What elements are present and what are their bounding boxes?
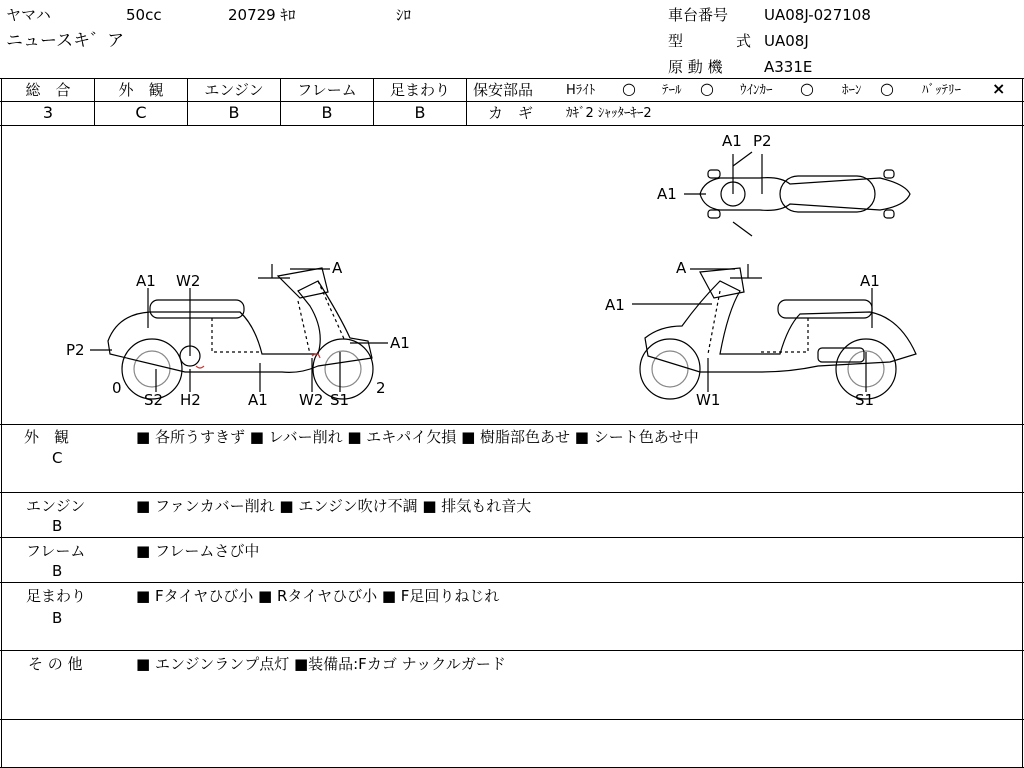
label-two: 2: [376, 379, 386, 397]
engine-grade-label: エンジン: [204, 81, 264, 99]
label-zero: 0: [112, 379, 122, 397]
note-other-text: ■ エンジンランプ点灯 ■装備品:Fカゴ ナックルガード: [136, 655, 506, 673]
divider: [0, 78, 1024, 79]
safety-item-headlight: Hﾗｲﾄ: [566, 83, 596, 98]
note-frame-grade: B: [52, 562, 63, 580]
safety-item-winker: ｳｲﾝｶｰ: [740, 83, 773, 98]
model-name: ニュースキ゛ア: [6, 31, 125, 51]
safety-item-horn: ﾎｰﾝ: [842, 83, 862, 98]
type-label: 型: [668, 32, 684, 50]
exterior-value: C: [135, 103, 147, 122]
safety-mark-battery: ×: [992, 79, 1006, 98]
frame-grade-value: B: [321, 103, 333, 122]
divider: [0, 650, 1024, 651]
safety-mark-headlight: ○: [622, 79, 636, 98]
muffler: [818, 348, 864, 362]
note-suspension-category: 足まわり: [26, 587, 87, 605]
scooter-right-side: [605, 259, 916, 409]
divider: [0, 101, 1024, 102]
safety-item-tail: ﾃｰﾙ: [662, 83, 682, 98]
divider: [0, 537, 1024, 538]
exterior-label: 外 観: [118, 81, 164, 99]
mileage: 20729 ｷﾛ: [228, 6, 296, 24]
scooter-top-view: [657, 132, 910, 236]
engine-grade-value: B: [228, 103, 240, 122]
label-w2: W2: [176, 272, 201, 290]
note-frame-text: ■ フレームさび中: [136, 542, 260, 560]
label-p2: P2: [753, 132, 772, 150]
label-p2: P2: [66, 341, 85, 359]
divider: [0, 492, 1024, 493]
note-exterior-text: ■ 各所うすきず ■ レバー削れ ■ エキパイ欠損 ■ 樹脂部色あせ ■ シート色あせ中: [136, 428, 699, 446]
handlebar-cover: [700, 268, 744, 298]
label-a1: A1: [605, 296, 625, 314]
label-a: A: [676, 259, 687, 277]
note-other-category: そ の 他: [28, 655, 83, 673]
safety-item-battery: ﾊﾞｯﾃﾘｰ: [922, 83, 961, 98]
label-a1: A1: [248, 391, 268, 409]
scooter-left-side: [66, 259, 410, 409]
label-a: A: [332, 259, 343, 277]
displacement: 50cc: [126, 6, 162, 24]
frame-grade-label: フレーム: [297, 81, 357, 99]
divider: [0, 424, 1024, 425]
note-frame-category: フレーム: [26, 542, 86, 560]
note-engine-category: エンジン: [26, 497, 86, 515]
frame-no-label: 車台番号: [668, 6, 729, 24]
body-color: ｼﾛ: [396, 6, 412, 24]
suspension-grade-label: 足まわり: [389, 81, 450, 99]
body-outline: [645, 281, 916, 372]
label-s2: S2: [144, 391, 164, 409]
safety-label: 保安部品: [473, 81, 534, 99]
label-w2: W2: [299, 391, 324, 409]
key-value: ｶｷﾞ2 ｼｬｯﾀｰｷｰ2: [566, 106, 652, 121]
note-suspension-grade: B: [52, 609, 63, 627]
engine-label: 原 動 機: [668, 58, 723, 76]
overall-value: 3: [42, 103, 54, 122]
safety-mark-horn: ○: [880, 79, 894, 98]
note-engine-grade: B: [52, 517, 63, 535]
engine-value: A331E: [764, 58, 813, 76]
label-s1: S1: [855, 391, 875, 409]
suspension-grade-value: B: [414, 103, 426, 122]
label-a1: A1: [657, 185, 677, 203]
note-exterior-category: 外 観: [24, 428, 70, 446]
safety-mark-tail: ○: [700, 79, 714, 98]
label-a1: A1: [860, 272, 880, 290]
label-h2: H2: [180, 391, 201, 409]
divider: [0, 582, 1024, 583]
maker: ヤマハ: [6, 6, 51, 24]
front-wheel: [313, 339, 373, 399]
label-w1: W1: [696, 391, 721, 409]
note-exterior-grade: C: [52, 449, 63, 467]
type-label-2: 式: [736, 32, 752, 50]
note-engine-text: ■ ファンカバー削れ ■ エンジン吹け不調 ■ 排気もれ音大: [136, 497, 532, 515]
type-value: UA08J: [764, 32, 809, 50]
handlebar-cover: [278, 268, 328, 298]
safety-mark-winker: ○: [800, 79, 814, 98]
divider: [0, 719, 1024, 720]
note-suspension-text: ■ Fタイヤひび小 ■ Rタイヤひび小 ■ F足回りねじれ: [136, 587, 500, 605]
frame-no: UA08J-027108: [764, 6, 871, 24]
seat: [778, 300, 872, 318]
label-s1: S1: [330, 391, 350, 409]
overall-label: 総 合: [25, 81, 71, 99]
key-label: カ ギ: [488, 104, 534, 122]
damage-diagram: [0, 126, 1024, 424]
seat: [150, 300, 244, 318]
label-a1: A1: [390, 334, 410, 352]
label-a1: A1: [722, 132, 742, 150]
label-a1: A1: [136, 272, 156, 290]
